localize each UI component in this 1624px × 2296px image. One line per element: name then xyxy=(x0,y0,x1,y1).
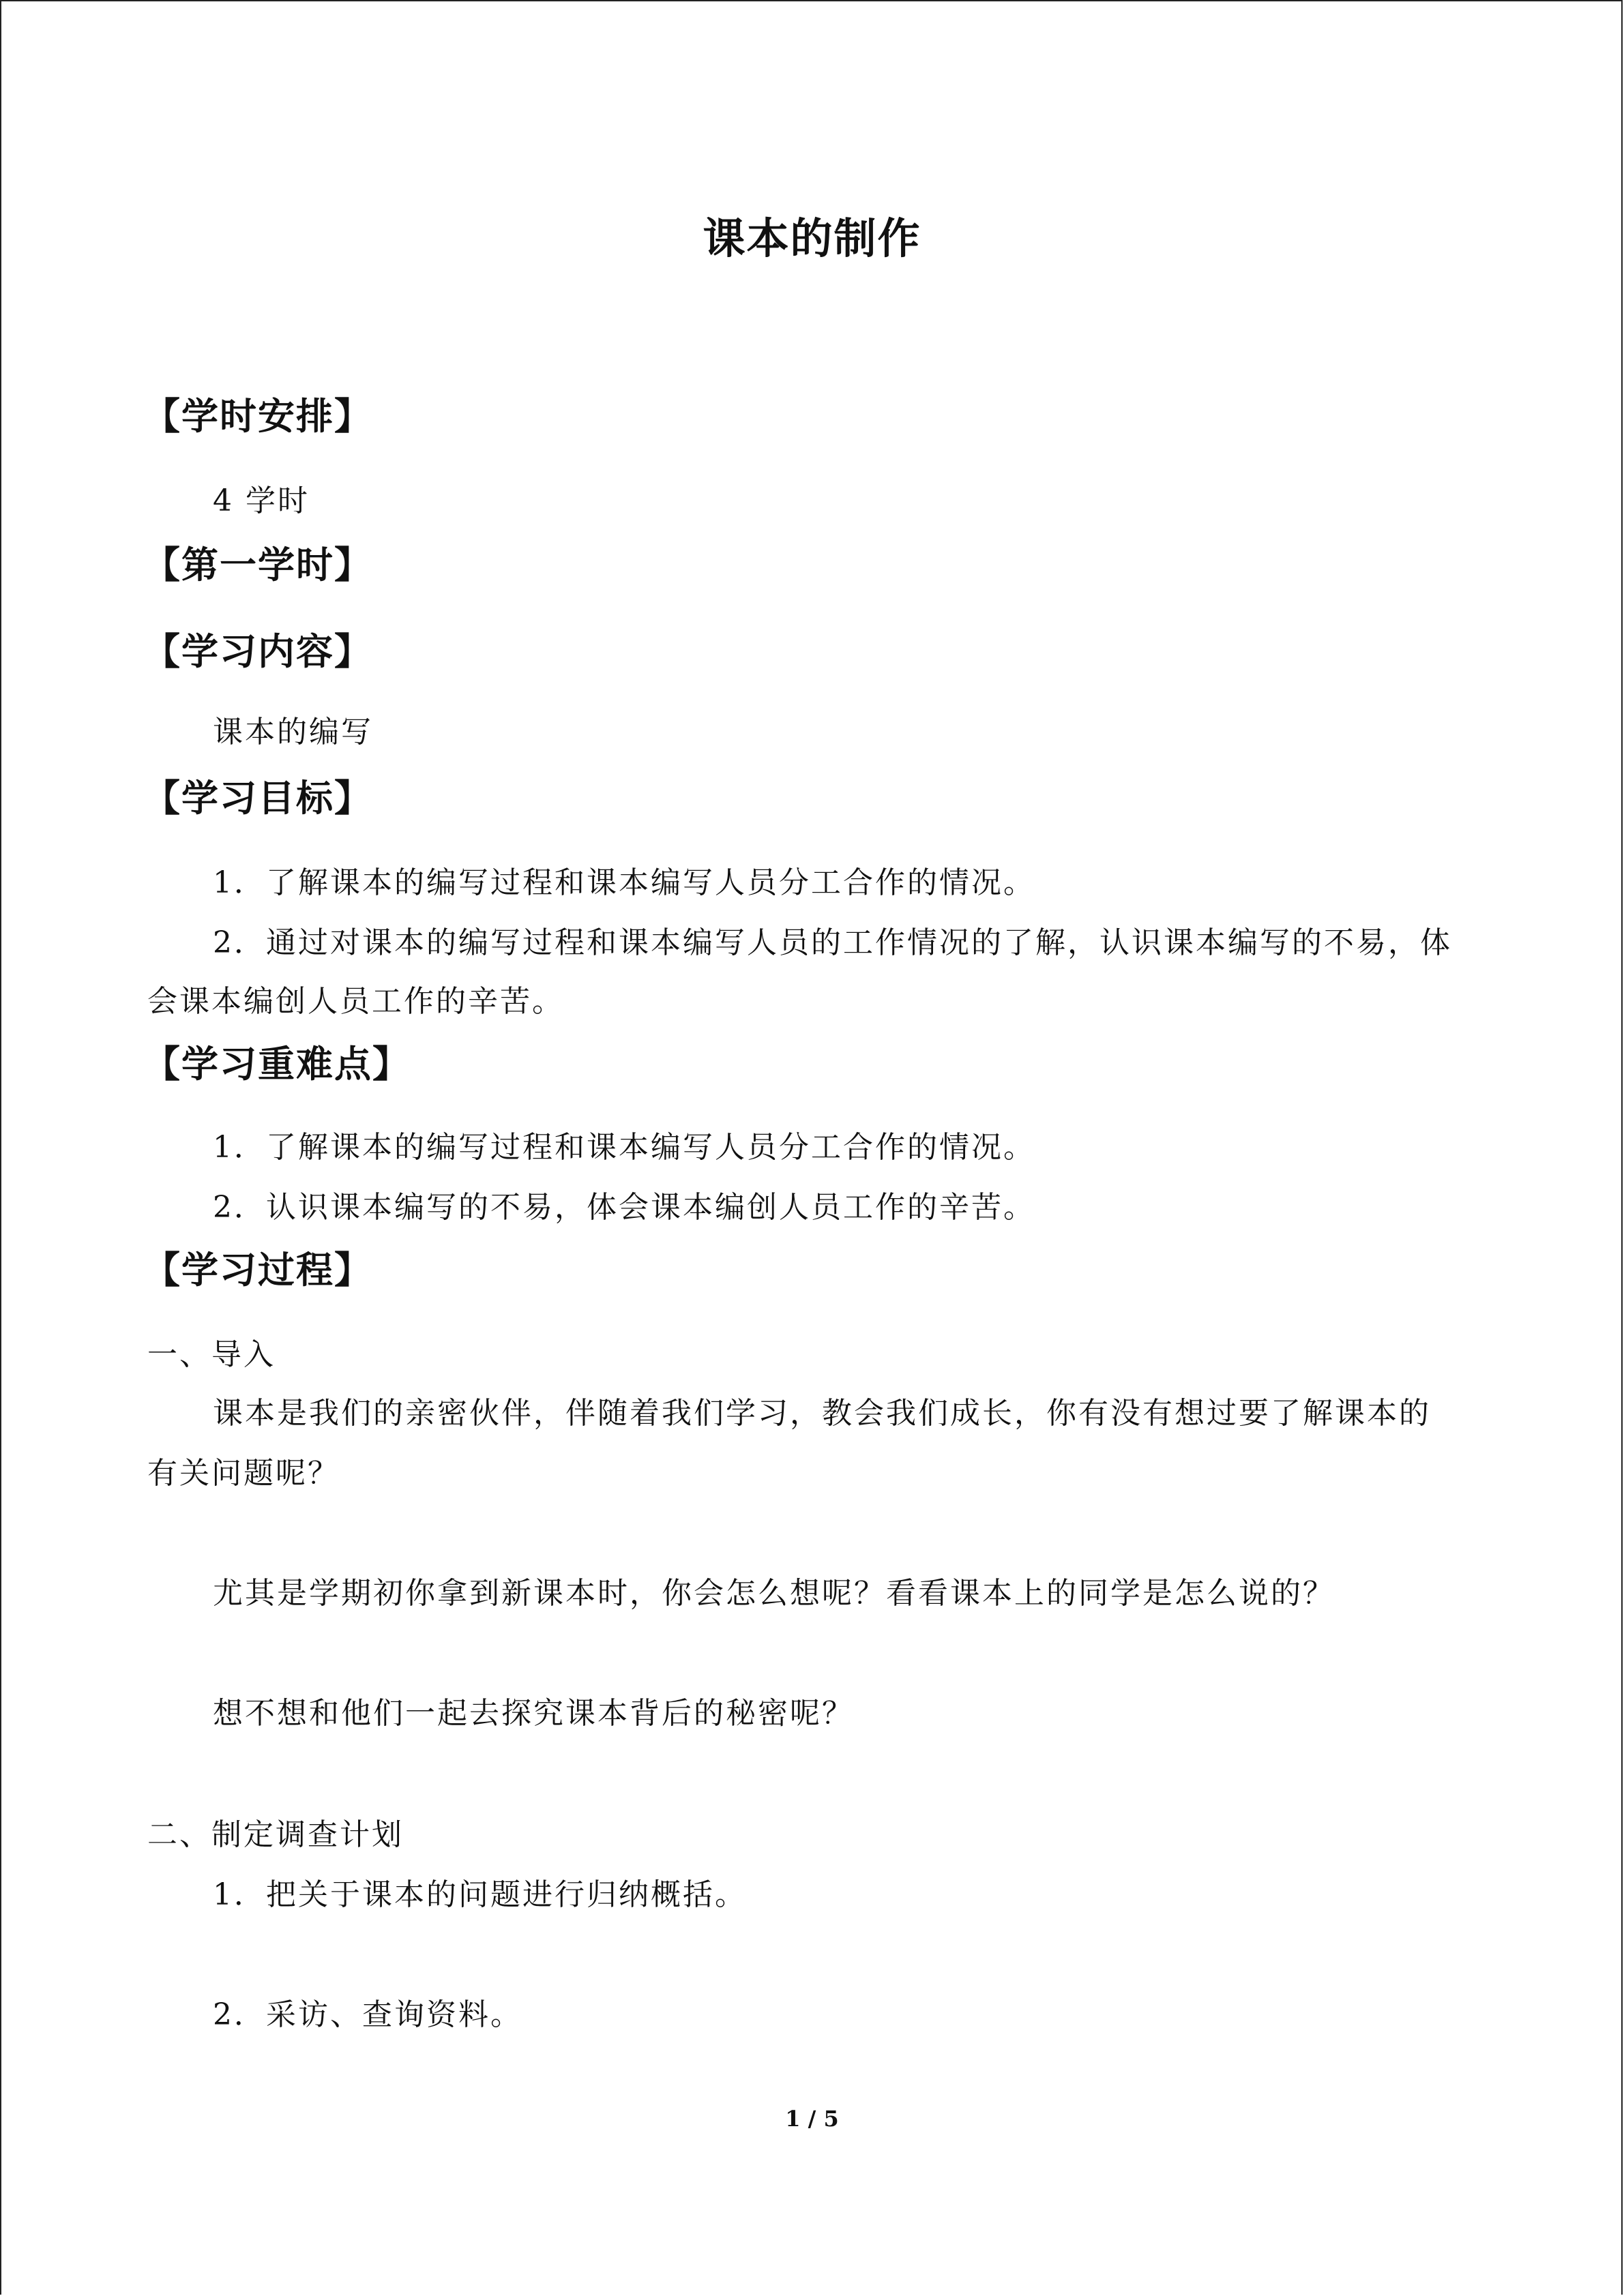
heading-first-period: 【第一学时】 xyxy=(143,543,372,586)
intro-paragraph-1-line-1: 课本是我们的亲密伙伴，伴随着我们学习，教会我们成长，你有没有想过要了解课本的 xyxy=(213,1396,1431,1431)
heading-goals: 【学习目标】 xyxy=(143,777,372,820)
key-points-item-2: 2．认识课本编写的不易，体会课本编创人员工作的辛苦。 xyxy=(213,1190,1035,1225)
plan-item-2: 2．采访、查询资料。 xyxy=(213,1997,522,2032)
page-number: 1 / 5 xyxy=(785,2106,839,2132)
intro-heading: 一、导入 xyxy=(147,1337,276,1372)
key-points-item-1: 1．了解课本的编写过程和课本编写人员分工合作的情况。 xyxy=(213,1130,1035,1165)
goals-item-2-line-2: 会课本编创人员工作的辛苦。 xyxy=(147,984,564,1019)
heading-key-points: 【学习重难点】 xyxy=(143,1043,411,1086)
plan-item-1: 1．把关于课本的问题进行归纳概括。 xyxy=(213,1877,747,1912)
heading-process: 【学习过程】 xyxy=(143,1249,372,1292)
schedule-text: 4 学时 xyxy=(213,483,310,518)
document-title: 课本的制作 xyxy=(703,213,921,263)
heading-content: 【学习内容】 xyxy=(143,630,372,673)
content-text: 课本的编写 xyxy=(213,715,373,749)
plan-heading: 二、制定调查计划 xyxy=(147,1817,404,1852)
intro-paragraph-1-line-2: 有关问题呢？ xyxy=(147,1456,340,1491)
intro-paragraph-3: 想不想和他们一起去探究课本背后的秘密呢？ xyxy=(213,1696,854,1731)
goals-item-2-line-1: 2．通过对课本的编写过程和课本编写人员的工作情况的了解，认识课本编写的不易，体 xyxy=(213,925,1452,960)
goals-item-1: 1．了解课本的编写过程和课本编写人员分工合作的情况。 xyxy=(213,865,1035,900)
heading-schedule: 【学时安排】 xyxy=(143,395,372,438)
intro-paragraph-2: 尤其是学期初你拿到新课本时，你会怎么想呢？看看课本上的同学是怎么说的？ xyxy=(213,1576,1335,1611)
